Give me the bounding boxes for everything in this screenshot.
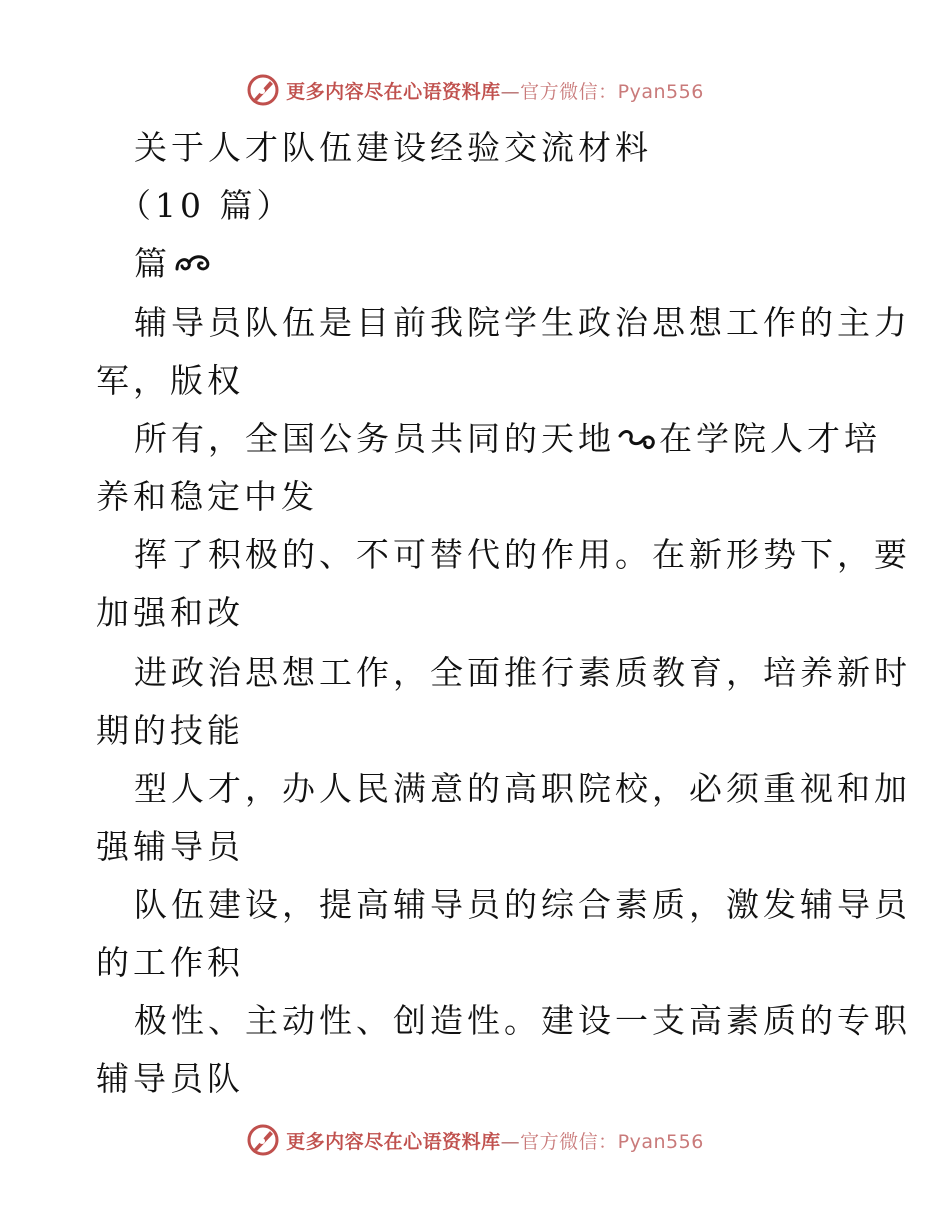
paragraph-line: 辅导员队伍是目前我院学生政治思想工作的主力 xyxy=(134,303,911,342)
footer-banner xyxy=(0,1120,950,1160)
footer-banner-text xyxy=(286,1127,704,1154)
header-brand: 更多内容尽在心语资料库 xyxy=(286,80,501,103)
paragraph-line: 的工作积 xyxy=(96,943,244,982)
paragraph-line-part: 在学院人才培 xyxy=(659,419,881,458)
paragraph-line: 期的技能 xyxy=(96,711,244,750)
paragraph-line: 进政治思想工作，全面推行素质教育，培养新时 xyxy=(134,653,911,692)
paragraph-line: 加强和改 xyxy=(96,593,244,632)
paragraph-line: 队伍建设，提高辅导员的综合素质，激发辅导员 xyxy=(134,885,911,924)
paragraph-line-part: 所有，全国公务员共同的天地 xyxy=(134,419,615,458)
swirl-ornament-icon xyxy=(173,249,213,279)
paragraph-line: 型人才，办人民满意的高职院校，必须重视和加 xyxy=(134,769,911,808)
section-label: 篇 xyxy=(134,244,171,283)
header-separator: — xyxy=(500,80,521,103)
paragraph-line: 极性、主动性、创造性。建设一支高素质的专职 xyxy=(134,1001,911,1040)
paragraph-line: 挥了积极的、不可替代的作用。在新形势下，要 xyxy=(134,535,911,574)
footer-separator: — xyxy=(500,1130,521,1153)
paragraph-line: 养和稳定中发 xyxy=(96,477,318,516)
swirl-ornament-icon xyxy=(617,424,657,454)
document-title: 关于人才队伍建设经验交流材料 xyxy=(134,128,652,167)
footer-brand: 更多内容尽在心语资料库 xyxy=(286,1130,501,1153)
footer-wechat: 官方微信：Pyan556 xyxy=(520,1130,704,1153)
paragraph-line-with-ornament xyxy=(134,419,881,459)
paragraph-line: 辅导员队 xyxy=(96,1059,244,1098)
paragraph-line: 强辅导员 xyxy=(96,827,244,866)
pen-logo-icon xyxy=(246,1123,280,1157)
document-subtitle: （10 篇） xyxy=(118,186,294,225)
paragraph-line: 军，版权 xyxy=(96,361,244,400)
section-heading xyxy=(134,244,215,284)
header-wechat: 官方微信：Pyan556 xyxy=(520,80,704,103)
